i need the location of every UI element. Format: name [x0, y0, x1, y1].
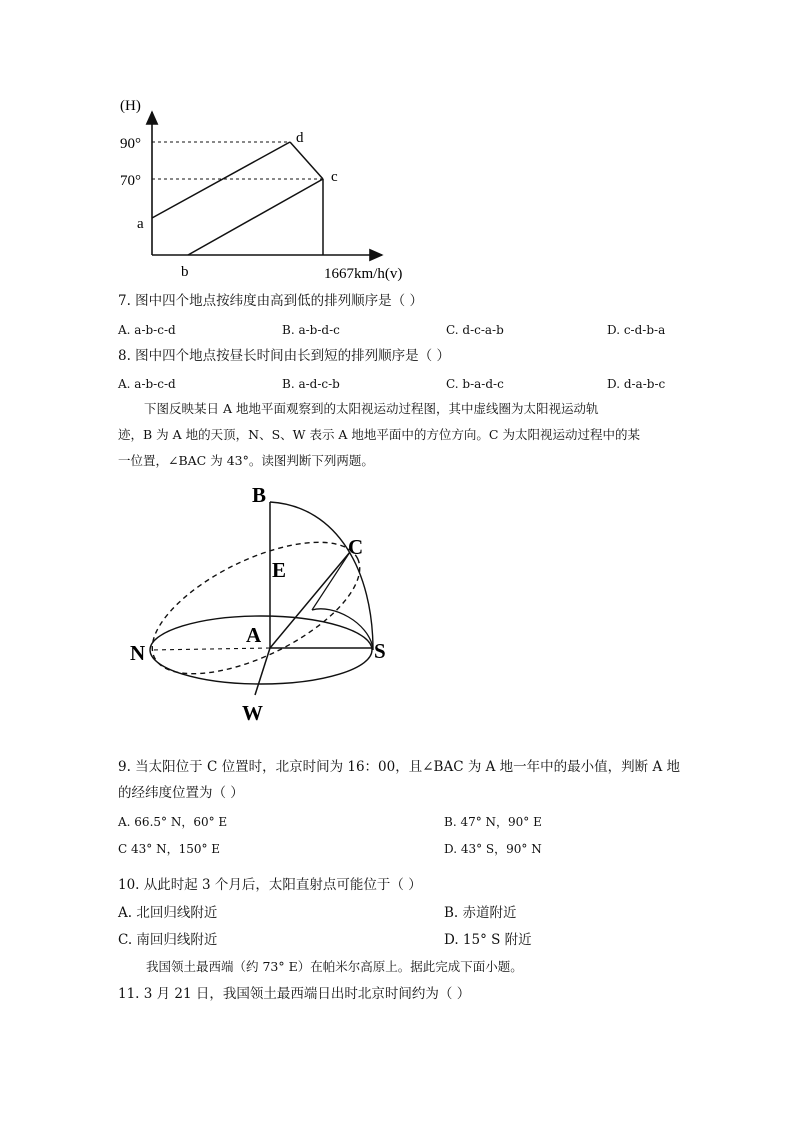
label-c: C: [348, 535, 364, 559]
q9-stem-line-2: 的经纬度位置为（ ）: [118, 785, 244, 801]
q10-stem: 10. 从此时起 3 个月后，太阳直射点可能位于（ ）: [118, 877, 422, 893]
q8-option-b[interactable]: B. a-d-c-b: [282, 377, 340, 391]
line-b-c: [188, 179, 323, 255]
q9-option-a[interactable]: A. 66.5° N，60° E: [118, 815, 228, 829]
line-a-n: [150, 648, 270, 650]
point-d-label: d: [296, 130, 304, 146]
point-b-label: b: [181, 264, 189, 280]
label-s: S: [374, 639, 386, 663]
q9-stem-line-1: 9. 当太阳位于 C 位置时，北京时间为 16：00，且∠BAC 为 A 地一年中的最小值，判断 A 地: [118, 759, 680, 775]
q7-option-c[interactable]: C. d-c-a-b: [446, 323, 504, 337]
q10-option-a[interactable]: A. 北回归线附近: [118, 905, 218, 921]
label-e: E: [272, 558, 287, 582]
q8-option-a[interactable]: A. a-b-c-d: [118, 377, 176, 391]
q9-option-b[interactable]: B. 47° N，90° E: [444, 815, 542, 829]
point-a-label: a: [137, 216, 144, 232]
q7-option-d[interactable]: D. c-d-b-a: [607, 323, 666, 337]
horizon-front: [150, 650, 372, 684]
q8-option-d[interactable]: D. d-a-b-c: [607, 377, 666, 391]
figure-2-sun-path-diagram: [128, 482, 408, 724]
intro-line-2: 迹，B 为 A 地的天顶，N、S、W 表示 A 地地平面中的方位方向。C 为太阳视运动过程中的某: [118, 427, 640, 442]
x-axis-label: 1667km/h(v): [324, 266, 403, 282]
vertical-arc-c: [312, 609, 373, 648]
line-d-c: [290, 142, 323, 179]
intro-q11: 我国领土最西端（约 73° E）在帕米尔高原上。据此完成下面小题。: [146, 959, 523, 974]
q7-option-b[interactable]: B. a-b-d-c: [282, 323, 340, 337]
line-a-w: [255, 648, 270, 695]
label-w: W: [242, 701, 263, 724]
point-c-label: c: [331, 169, 338, 185]
q10-option-d[interactable]: D. 15° S 附近: [444, 932, 532, 948]
intro-line-3: 一位置，∠BAC 为 43°。读图判断下列两题。: [118, 453, 374, 468]
label-a: A: [246, 623, 262, 647]
q11-stem: 11. 3 月 21 日，我国领土最西端日出时北京时间约为（ ）: [118, 986, 471, 1002]
q10-option-c[interactable]: C. 南回归线附近: [118, 932, 218, 948]
q8-stem: 8. 图中四个地点按昼长时间由长到短的排列顺序是（ ）: [118, 348, 450, 364]
label-b: B: [252, 483, 267, 507]
q7-stem: 7. 图中四个地点按纬度由高到低的排列顺序是（ ）: [118, 293, 423, 309]
label-n: N: [130, 641, 146, 665]
q10-option-b[interactable]: B. 赤道附近: [444, 905, 517, 921]
intro-line-1: 下图反映某日 A 地地平面观察到的太阳视运动过程图，其中虚线圈为太阳视运动轨: [144, 401, 599, 416]
y-axis-label: (H): [120, 98, 141, 114]
line-a-d: [152, 142, 290, 218]
q7-option-a[interactable]: A. a-b-c-d: [118, 323, 176, 337]
figure-1-diagram: [110, 92, 440, 288]
y-tick-90: 90°: [120, 136, 141, 152]
q9-option-c[interactable]: C 43° N，150° E: [118, 842, 221, 856]
intro-paragraph: [118, 401, 698, 479]
q8-option-c[interactable]: C. b-a-d-c: [446, 377, 504, 391]
y-tick-70: 70°: [120, 173, 141, 189]
q9-option-d[interactable]: D. 43° S，90° N: [444, 842, 542, 856]
